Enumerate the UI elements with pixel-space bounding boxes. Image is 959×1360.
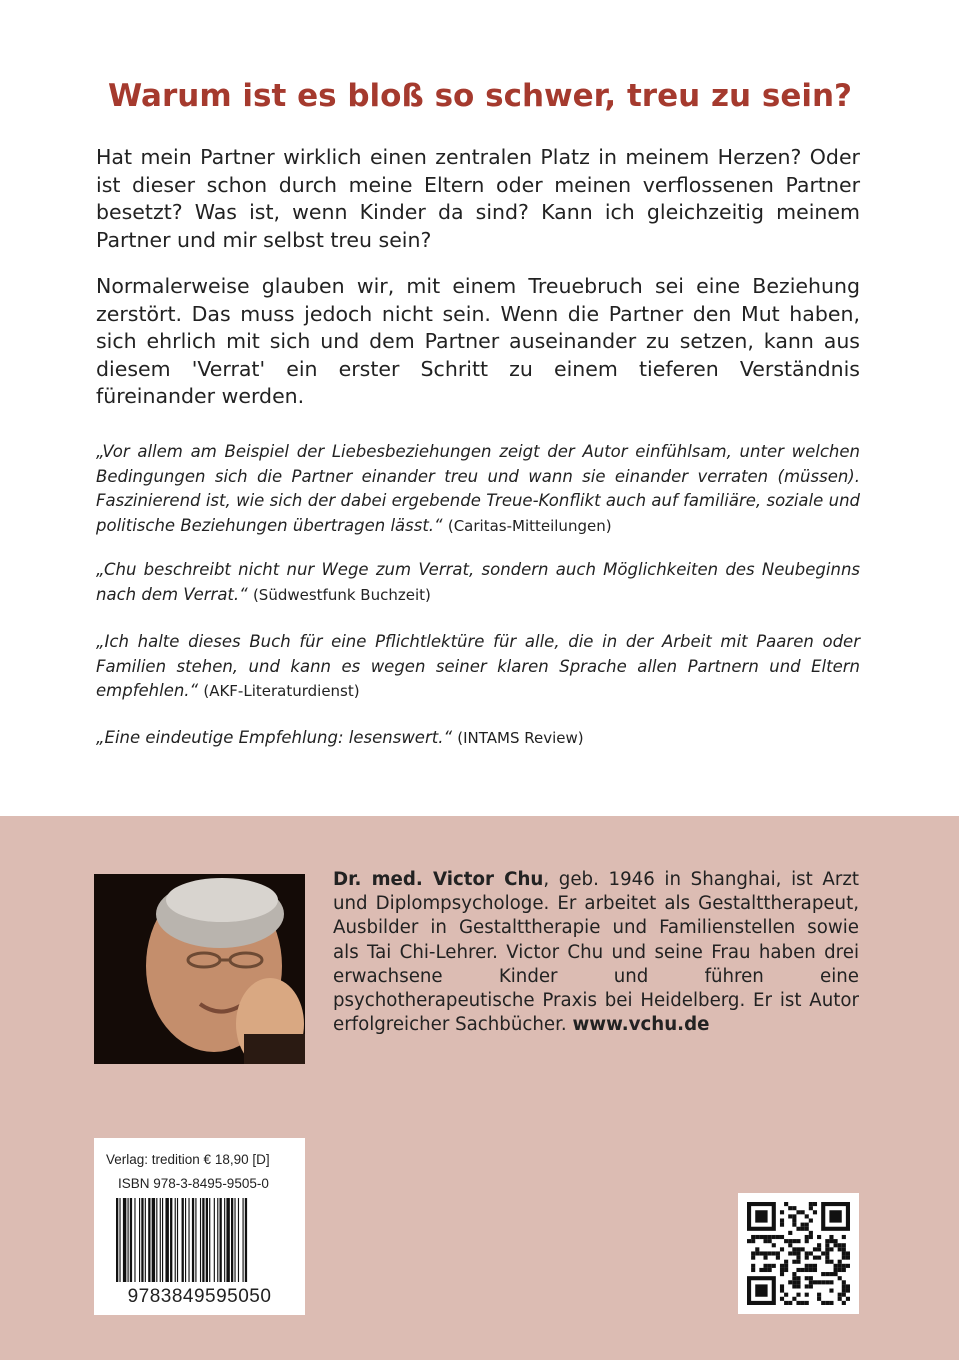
- barcode-box: [94, 1138, 305, 1315]
- author-bio: [333, 868, 859, 1037]
- review-quote: [96, 440, 860, 538]
- review-quote: [96, 558, 860, 607]
- author-photo: [94, 874, 305, 1064]
- quote-text: „Vor allem am Beispiel der Liebesbeziehungen zeigt der Autor einfühlsam, unter welchen Bedingungen sich die Partner einander treu und wann sie einander verraten (müssen). Faszinierend ist, wie sich der dabei ergebende Treue-Konflikt auch auf familiäre, soziale und politische Beziehungen übertragen lässt.“: [96, 442, 860, 535]
- author-name: Dr. med. Victor Chu: [333, 869, 544, 890]
- author-bio-text: , geb. 1946 in Shanghai, ist Arzt und Diplompsychologe. Er arbeitet als Gestalttherapeut, Ausbilder in Gestalttherapie und Familienstellen sowie als Tai Chi-Lehrer. Victor Chu und seine Frau haben drei erwachsene Kinder und führen eine psychotherapeutische Praxis bei Heidelberg. Er ist Autor erfolgreicher Sachbücher.: [333, 869, 859, 1036]
- barcode-bars: [116, 1198, 288, 1282]
- quote-source: (Südwestfunk Buchzeit): [252, 585, 431, 604]
- quote-text: „Ich halte dieses Buch für eine Pflichtlektüre für alle, die in der Arbeit mit Paaren oder Familien stehen, und kann es wegen seiner klaren Sprache allen Partnern und Eltern empfehlen.“: [96, 632, 860, 700]
- blurb-paragraph: Normalerweise glauben wir, mit einem Treuebruch sei eine Beziehung zerstört. Das muss jedoch nicht sein. Wenn die Partner den Mut haben, sich ehrlich mit sich und dem Partner auseinander zu setzen, kann aus diesem 'Verrat' ein erster Schritt zu einem tieferen Verständnis füreinander werden.: [96, 274, 860, 408]
- isbn-label: ISBN 978-3-8495-9505-0: [118, 1176, 269, 1191]
- portrait-illustration: [94, 874, 305, 1064]
- blurb-paragraph: Hat mein Partner wirklich einen zentralen Platz in meinem Herzen? Oder ist dieser schon durch meine Eltern oder meinen verflossenen Partner besetzt? Was ist, wenn Kinder da sind? Kann ich gleichzeitig meinem Partner und mir selbst treu sein?: [96, 145, 860, 252]
- quote-source: (INTAMS Review): [457, 729, 584, 747]
- page-title: Warum ist es bloß so schwer, treu zu sein?: [107, 78, 853, 114]
- quote-text: „Eine eindeutige Empfehlung: lesenswert.“: [96, 728, 453, 747]
- publisher-price: Verlag: tredition € 18,90 [D]: [106, 1152, 270, 1167]
- review-quote: [96, 630, 860, 704]
- review-quote: [96, 726, 860, 751]
- quote-source: (Caritas-Mitteilungen): [447, 516, 612, 535]
- quote-source: (AKF-Literaturdienst): [203, 682, 360, 700]
- barcode-digits: 9783849595050: [127, 1286, 272, 1307]
- qr-code[interactable]: [738, 1193, 859, 1314]
- quote-text: „Chu beschreibt nicht nur Wege zum Verrat, sondern auch Möglichkeiten des Neubeginns nach dem Verrat.“: [96, 560, 860, 604]
- qr-code-icon: [747, 1202, 850, 1305]
- author-website-link[interactable]: www.vchu.de: [572, 1014, 710, 1036]
